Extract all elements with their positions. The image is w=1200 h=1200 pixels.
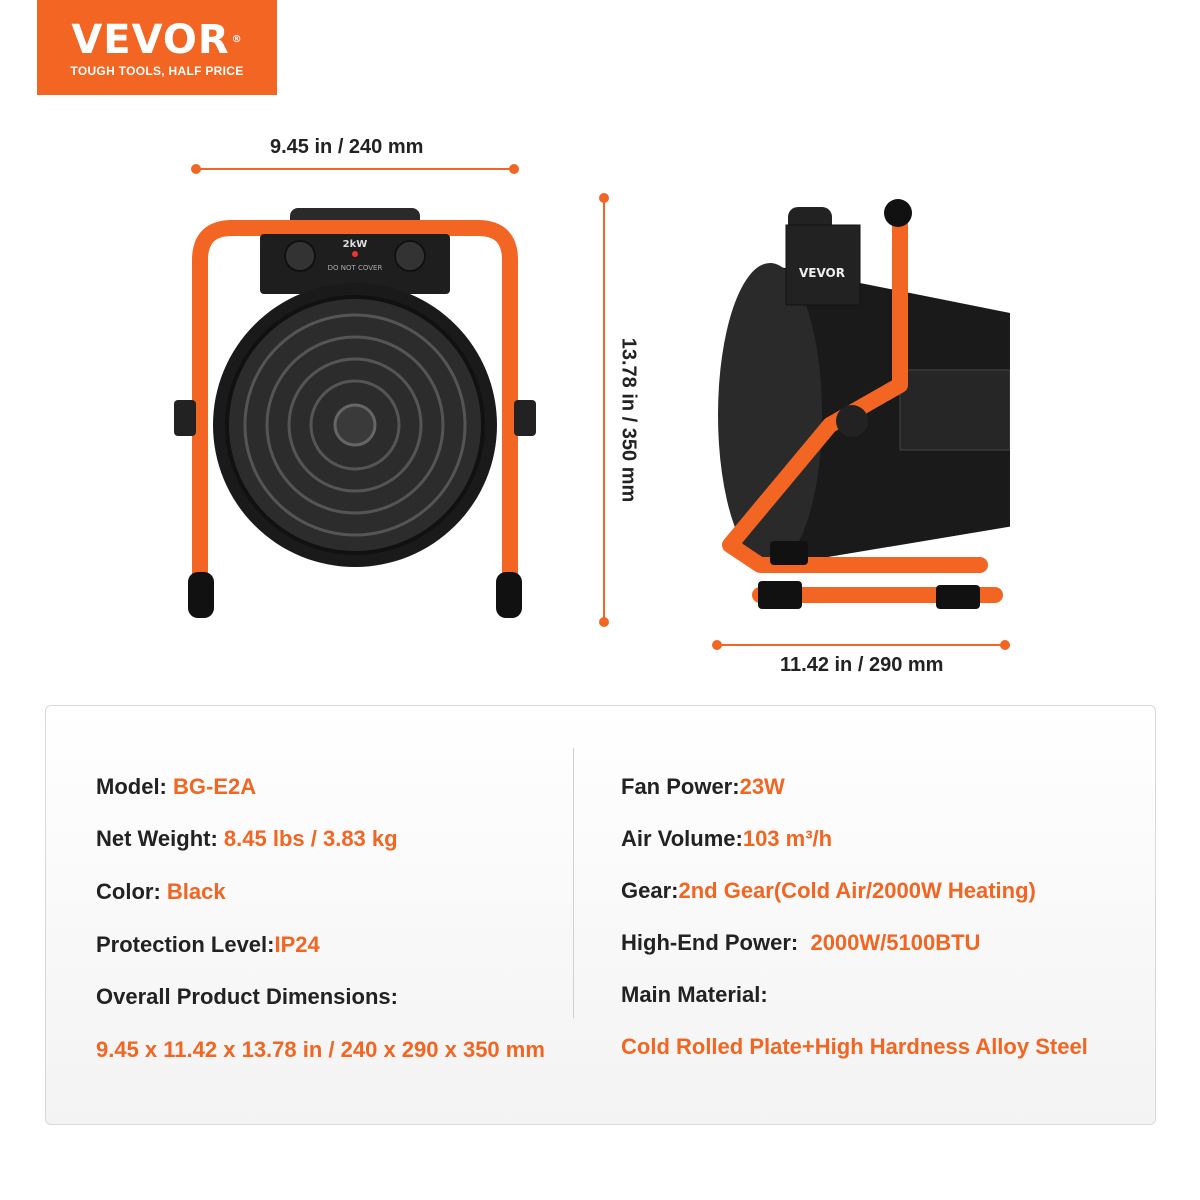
depth-dimension-dot-left [712,640,722,650]
spec-net-weight: Net Weight: 8.45 lbs / 3.83 kg [96,826,398,851]
spec-panel [45,705,1156,1125]
spec-air-volume: Air Volume:103 m³/h [621,826,833,851]
depth-dimension-dot-right [1000,640,1010,650]
heater-side-view [700,195,1010,615]
height-dimension-label: 13.78 in / 350 mm [617,337,640,503]
width-dimension-dot-right [509,164,519,174]
depth-dimension-line [718,644,1006,646]
width-dimension-label: 9.45 in / 240 mm [270,136,424,158]
registered-mark: ® [231,34,243,45]
height-dimension-dot-bottom [599,617,609,627]
spec-main-material-value: Cold Rolled Plate+High Hardness Alloy Steel [621,1034,1088,1059]
heater-front-view [160,200,550,630]
spec-main-material: Main Material: [621,982,768,1007]
height-dimension-line [603,198,605,623]
spec-overall-dimensions-value: 9.45 x 11.42 x 13.78 in / 240 x 290 x 350 mm [96,1037,545,1062]
spec-high-end-power: High-End Power: 2000W/5100BTU [621,930,981,955]
height-dimension-dot-top [599,193,609,203]
spec-overall-dimensions: Overall Product Dimensions: [96,984,398,1009]
brand-logo [37,0,277,95]
spec-gear: Gear:2nd Gear(Cold Air/2000W Heating) [621,878,1036,903]
width-dimension-line [197,168,515,170]
spec-divider [573,748,574,1018]
power-badge: 2kW [342,239,368,250]
depth-dimension-label: 11.42 in / 290 mm [780,654,944,676]
spec-model: Model: BG-E2A [96,774,257,799]
width-dimension-dot-left [191,164,201,174]
brand-tagline: TOUGH TOOLS, HALF PRICE [70,64,244,78]
side-brand-label: VEVOR [798,266,846,280]
warning-label: DO NOT COVER [327,264,383,272]
brand-name: VEVOR [71,17,230,63]
spec-fan-power: Fan Power:23W [621,774,785,799]
spec-protection-level: Protection Level:IP24 [96,932,320,957]
spec-color: Color: Black [96,879,226,904]
